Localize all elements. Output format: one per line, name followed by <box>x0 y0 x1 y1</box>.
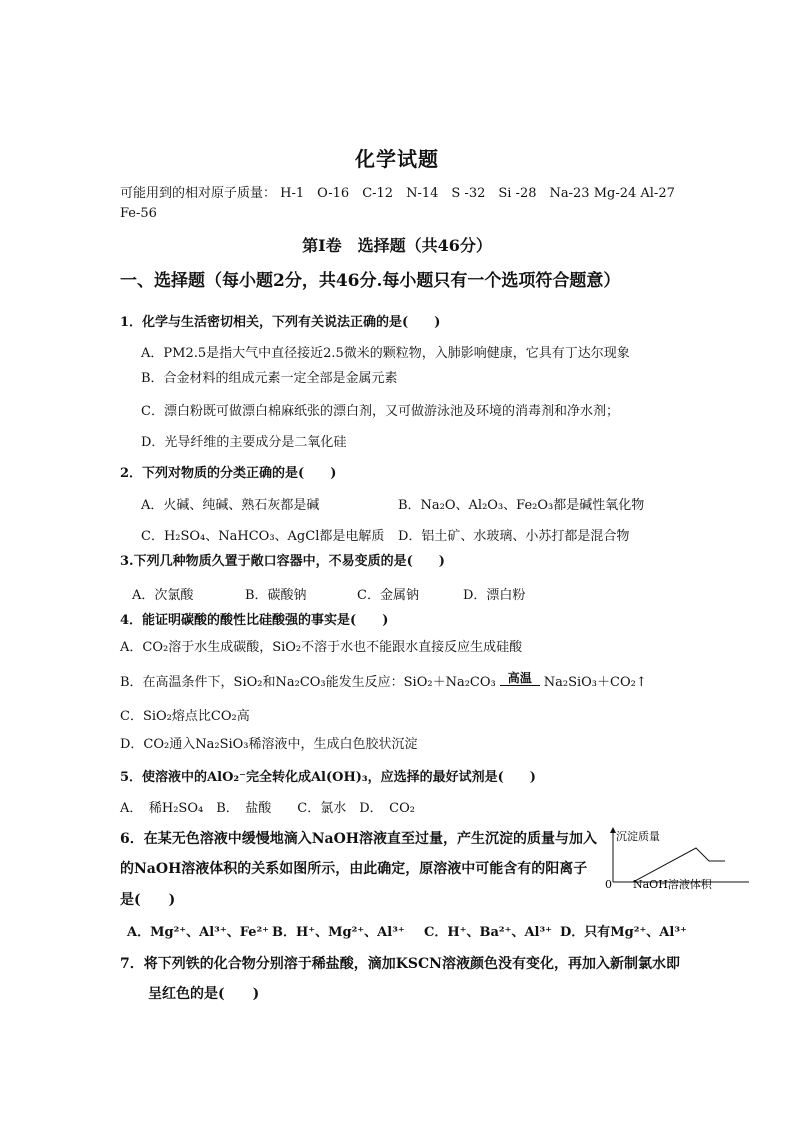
q3-option-d: D．漂白粉 <box>463 588 526 603</box>
q2-option-d: D．铝土矿、水玻璃、小苏打都是混合物 <box>398 529 630 544</box>
q7-line-2: 呈红色的是( ) <box>148 986 260 1002</box>
atomic-masses-line-2: Fe-56 <box>120 206 157 221</box>
q6-option-c: C．H⁺、Ba²⁺、Al³⁺ <box>424 925 553 940</box>
q4-option-c: C．SiO₂熔点比CO₂高 <box>120 709 250 724</box>
q1-option-b: B．合金材料的组成元素一定全部是金属元素 <box>141 371 398 386</box>
q3-option-b: B．碳酸钠 <box>245 588 307 603</box>
q3-option-c: C．金属钠 <box>357 588 419 603</box>
q4-option-b <box>120 671 647 690</box>
q2-option-c: C．H₂SO₄、NaHCO₃、AgCl都是电解质 <box>141 529 385 544</box>
graph-ylabel: 沉淀质量 <box>616 830 660 843</box>
q2-stem: 2．下列对物质的分类正确的是( ) <box>120 466 337 481</box>
q6-line-2: 的NaOH溶液体积的关系如图所示，由此确定，原溶液中可能含有的阳离子 <box>120 861 588 877</box>
q4-option-b-suffix: Na₂SiO₃＋CO₂↑ <box>543 675 647 690</box>
q5-options: A． 稀H₂SO₄ B． 盐酸 C．氯水 D． CO₂ <box>120 801 415 816</box>
q2-option-a: A．火碱、纯碱、熟石灰都是碱 <box>141 498 320 513</box>
q4-stem: 4．能证明碳酸的酸性比硅酸强的事实是( ) <box>120 613 389 628</box>
q7-line-1: 7．将下列铁的化合物分别溶于稀盐酸，滴加KSCN溶液颜色没有变化，再加入新制氯水即 <box>120 956 680 972</box>
q1-option-d: D．光导纤维的主要成分是二氧化硅 <box>141 435 347 450</box>
section-heading: 一、选择题（每小题2分，共46分.每小题只有一个选项符合题意） <box>120 271 621 291</box>
atomic-masses-line-1: 可能用到的相对原子质量： H-1 O-16 C-12 N-14 S -32 Si -28 Na-23 Mg-24 Al-27 <box>120 186 675 201</box>
graph-origin: 0 <box>605 878 612 890</box>
graph-xlabel: NaOH溶液体积 <box>633 878 712 890</box>
graph-curve <box>633 848 725 882</box>
q3-stem: 3.下列几种物质久置于敞口容器中，不易变质的是( ) <box>120 554 445 569</box>
q6-line-1: 6．在某无色溶液中缓慢地滴入NaOH溶液直至过量，产生沉淀的质量与加入 <box>120 831 598 847</box>
q6-line-3: 是( ) <box>120 892 176 908</box>
reaction-condition <box>500 671 540 686</box>
q1-option-c: C．漂白粉既可做漂白棉麻纸张的漂白剂，又可做游泳池及环境的消毒剂和净水剂； <box>141 404 619 419</box>
q5-stem: 5．使溶液中的AlO₂⁻完全转化成Al(OH)₃，应选择的最好试剂是( ) <box>120 770 536 785</box>
page-title: 化学试题 <box>355 147 439 171</box>
q6-option-d: D．只有Mg²⁺、Al³⁺ <box>560 925 687 940</box>
q3-option-a: A．次氯酸 <box>132 588 194 603</box>
q4-option-d: D．CO₂通入Na₂SiO₃稀溶液中，生成白色胶状沉淀 <box>120 737 418 752</box>
q1-stem: 1．化学与生活密切相关，下列有关说法正确的是( ) <box>120 315 441 330</box>
q4-option-a: A．CO₂溶于水生成碳酸，SiO₂不溶于水也不能跟水直接反应生成硅酸 <box>120 640 523 655</box>
q6-precipitate-graph <box>603 826 753 890</box>
q6-option-b: B．H⁺、Mg²⁺、Al³⁺ <box>272 925 405 940</box>
q1-option-a: A．PM2.5是指大气中直径接近2.5微米的颗粒物，入肺影响健康，它具有丁达尔现象 <box>141 346 630 361</box>
q4-option-b-prefix: B．在高温条件下，SiO₂和Na₂CO₃能发生反应：SiO₂＋Na₂CO₃ <box>120 675 496 690</box>
part-title: 第Ⅰ卷 选择题（共46分） <box>302 236 492 255</box>
q2-option-b: B．Na₂O、Al₂O₃、Fe₂O₃都是碱性氧化物 <box>398 498 645 513</box>
reaction-condition-label: 高温 <box>507 671 532 685</box>
q6-option-a: A．Mg²⁺、Al³⁺、Fe²⁺ <box>127 925 270 940</box>
